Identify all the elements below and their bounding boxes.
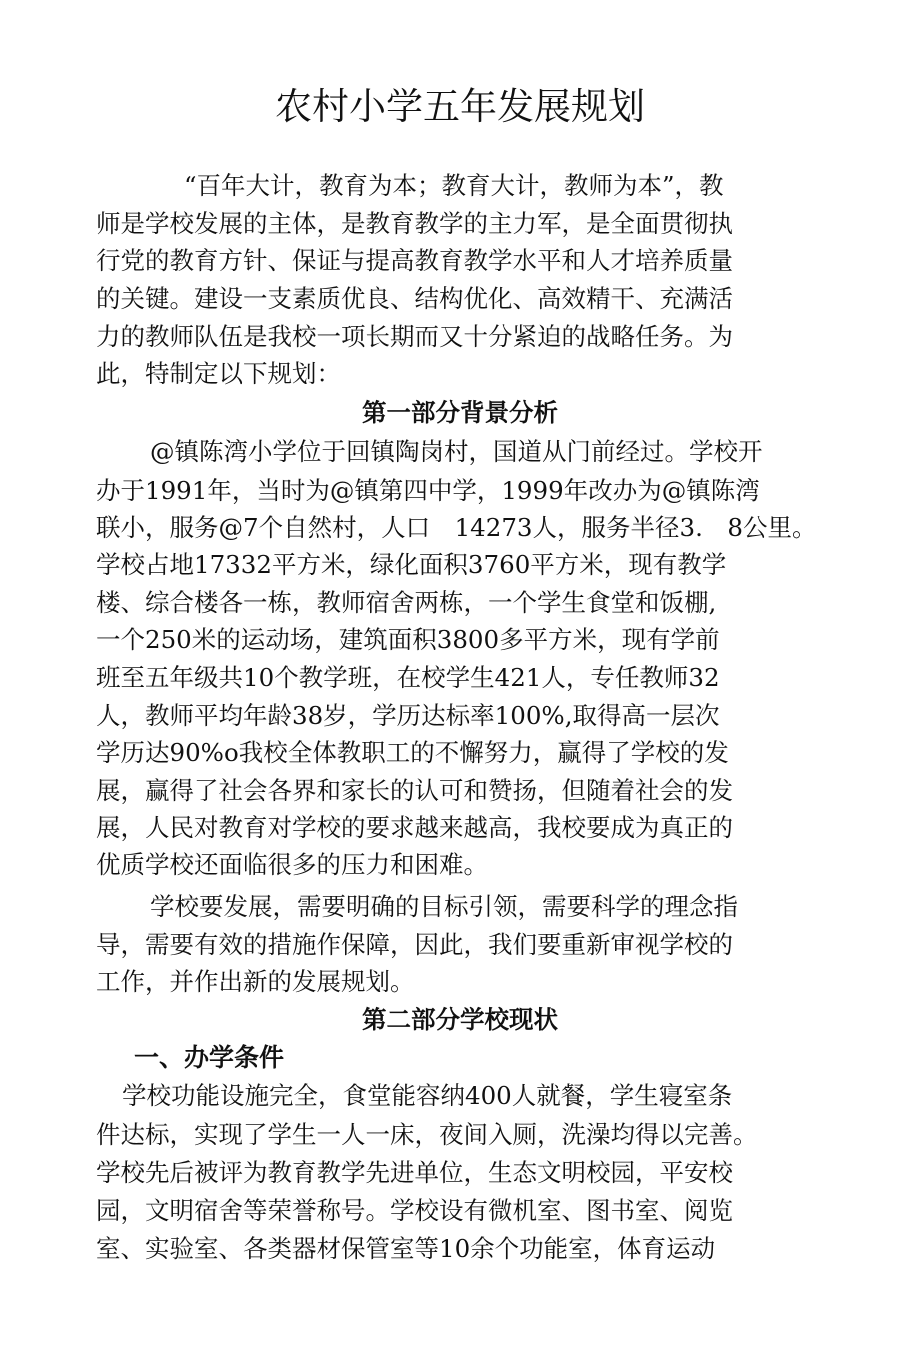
section1-p2-line-2: 导，需要有效的措施作保障，因此，我们要重新审视学校的 — [96, 930, 733, 959]
subsection1-line-4: 园，文明宿舍等荣誉称号。学校设有微机室、图书室、阅览 — [96, 1196, 733, 1225]
intro-line-6: 此，特制定以下规划： — [96, 359, 341, 388]
section1-p2-line-1: 学校要发展，需要明确的目标引领，需要科学的理念指 — [150, 892, 738, 921]
section1-line-11: 展，人民对教育对学校的要求越来越高，我校要成为真正的 — [96, 813, 733, 842]
section1-line-8: 人，教师平均年龄38岁，学历达标率100%,取得高一层次 — [96, 701, 720, 730]
section-heading-status: 第二部分学校现状 — [362, 1005, 558, 1034]
intro-line-4: 的关键。建设一支素质优良、结构优化、高效精干、充满活 — [96, 284, 733, 313]
section1-line-3: 联小，服务@7个自然村，人口 14273人，服务半径3. 8公里。 — [96, 513, 817, 542]
section1-line-4: 学校占地17332平方米，绿化面积3760平方米，现有教学 — [96, 550, 727, 579]
section-heading-background: 第一部分背景分析 — [362, 398, 558, 427]
section1-p2-line-3: 工作，并作出新的发展规划。 — [96, 967, 415, 996]
subsection-heading-conditions: 一、办学条件 — [134, 1043, 285, 1072]
subsection1-line-5: 室、实验室、各类器材保管室等10余个功能室，体育运动 — [96, 1234, 716, 1263]
section1-line-10: 展，赢得了社会各界和家长的认可和赞扬，但随着社会的发 — [96, 776, 733, 805]
subsection1-line-1: 学校功能设施完全，食堂能容纳400人就餐，学生寝室条 — [122, 1081, 733, 1110]
section1-line-1: @镇陈湾小学位于回镇陶岗村，国道从门前经过。学校开 — [150, 437, 763, 466]
section1-line-6: 一个250米的运动场，建筑面积3800多平方米，现有学前 — [96, 625, 720, 654]
intro-line-2: 师是学校发展的主体，是教育教学的主力军，是全面贯彻执 — [96, 209, 733, 238]
section1-line-7: 班至五年级共10个教学班，在校学生421人，专任教师32 — [96, 663, 720, 692]
intro-line-1: “百年大计，教育为本；教育大计，教师为本”，教 — [184, 171, 724, 200]
subsection1-line-3: 学校先后被评为教育教学先进单位，生态文明校园，平安校 — [96, 1158, 733, 1187]
document-title: 农村小学五年发展规划 — [275, 85, 645, 128]
section1-line-5: 楼、综合楼各一栋，教师宿舍两栋，一个学生食堂和饭棚, — [96, 588, 717, 617]
intro-line-5: 力的教师队伍是我校一项长期而又十分紧迫的战略任务。为 — [96, 322, 733, 351]
intro-line-3: 行党的教育方针、保证与提高教育教学水平和人才培养质量 — [96, 246, 733, 275]
section1-line-2: 办于1991年，当时为@镇第四中学，1999年改办为@镇陈湾 — [96, 476, 760, 505]
section1-line-12: 优质学校还面临很多的压力和困难。 — [96, 850, 488, 879]
subsection1-line-2: 件达标，实现了学生一人一床，夜间入厕，洗澡均得以完善。 — [96, 1120, 758, 1149]
section1-line-9: 学历达90%o我校全体教职工的不懈努力，赢得了学校的发 — [96, 738, 729, 767]
